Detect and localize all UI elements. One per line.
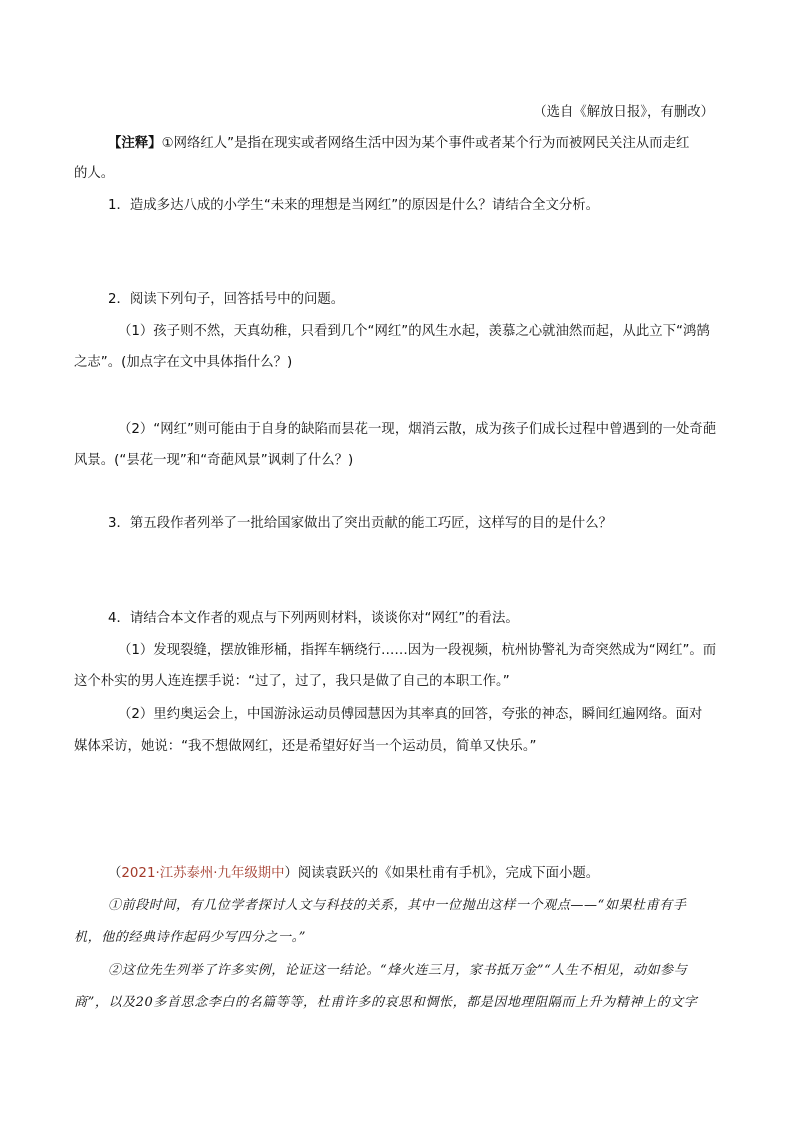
passage-p2-line1: ②这位先生列举了许多实例，论证这一结论。“烽火连三月，家书抵万金”“人生不相见，动如参与 <box>108 963 688 978</box>
note-line-2: 的人。 <box>74 166 115 181</box>
question-2-sub1-line2: 之志”。(加点字在文中具体指什么？) <box>74 355 293 370</box>
section-open-paren: （ <box>108 866 122 881</box>
note-text: ①网络红人”是指在现实或者网络生活中因为某个事件或者某个行为而被网民关注从而走红 <box>161 136 690 151</box>
question-1: 1．造成多达八成的小学生“未来的理想是当网红”的原因是什么？请结合全文分析。 <box>108 198 600 213</box>
question-2-sub1-line1: （1）孩子则不然，天真幼稚，只看到几个“网红”的风生水起，羡慕之心就油然而起，从此立下“鸿鹄 <box>118 324 710 339</box>
source-citation: （选自《解放日报》，有删改） <box>533 105 714 120</box>
question-2-sub2-line1: （2）“网红”则可能由于自身的缺陷而昙花一现，烟消云散，成为孩子们成长过程中曾遇到的一处奇葩 <box>118 422 717 437</box>
section-2-header <box>108 864 599 884</box>
question-4-material1-line1: （1）发现裂缝，摆放锥形桶，指挥车辆绕行……因为一段视频，杭州协警礼为奇突然成为“网红”。而 <box>118 643 717 658</box>
section-year: 2021· <box>121 866 160 881</box>
question-4-material1-line2: 这个朴实的男人连连摆手说：“过了，过了，我只是做了自己的本职工作。” <box>74 674 510 689</box>
question-2-stem: 2．阅读下列句子，回答括号中的问题。 <box>108 292 345 307</box>
section-close-paren: ） <box>284 866 298 881</box>
question-4-material2-line1: （2）里约奥运会上，中国游泳运动员傅园慧因为其率真的回答，夸张的神态，瞬间红遍网络。面对 <box>118 707 703 722</box>
question-2-sub2-line2: 风景。(“昙花一现”和“奇葩风景”讽刺了什么？) <box>74 453 354 468</box>
note-tag: 【注释】 <box>108 136 162 151</box>
note-line-1 <box>108 134 689 154</box>
question-4-material2-line2: 媒体采访，她说：“我不想做网红，还是希望好好当一个运动员，简单又快乐。” <box>74 739 537 754</box>
question-4-stem: 4．请结合本文作者的观点与下列两则材料，谈谈你对“网红”的看法。 <box>108 611 519 626</box>
passage-p1-line1: ①前段时间，有几位学者探讨人文与科技的关系，其中一位抛出这样一个观点——“如果杜甫有手 <box>108 898 687 913</box>
section-source-tag: 江苏泰州·九年级期中 <box>159 866 285 881</box>
question-3: 3．第五段作者列举了一批给国家做出了突出贡献的能工巧匠，这样写的目的是什么？ <box>108 516 612 531</box>
passage-p1-line2: 机，他的经典诗作起码少写四分之一。” <box>74 930 306 945</box>
section-instruction: 阅读袁跃兴的《如果杜甫有手机》，完成下面小题。 <box>297 866 600 881</box>
passage-p2-line2: 商”，以及20多首思念李白的名篇等等，杜甫许多的哀思和惆怅，都是因地理阻隔而上升为精神上的文字 <box>74 995 698 1010</box>
